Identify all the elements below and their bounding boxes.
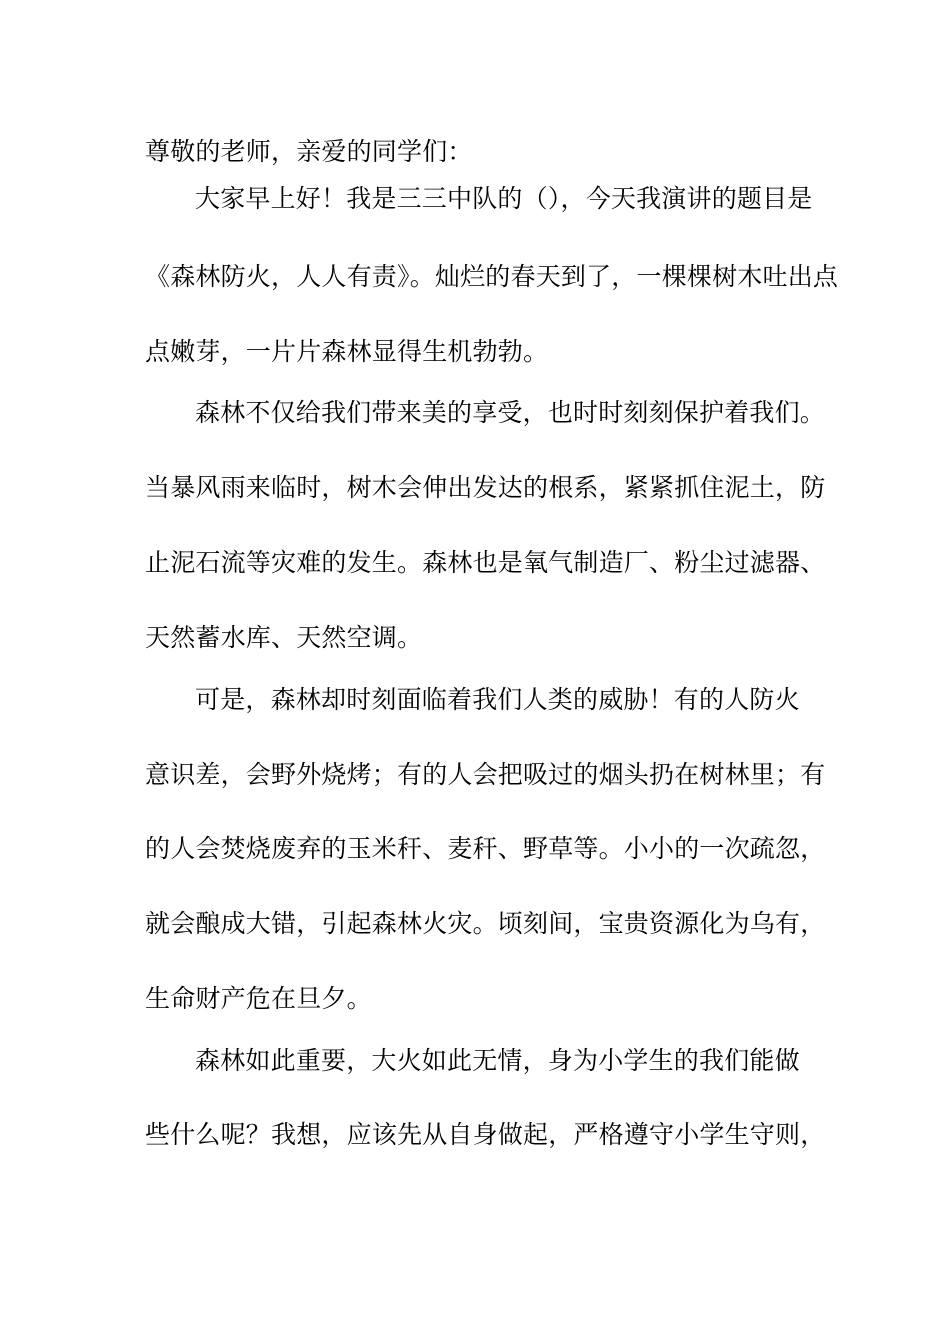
text-line-9: 意识差，会野外烧烤；有的人会把吸过的烟头扔在树林里；有 xyxy=(145,760,826,789)
text-line-5: 当暴风雨来临时，树木会伸出发达的根系，紧紧抓住泥土，防 xyxy=(145,473,826,502)
text-line-8: 可是，森林却时刻面临着我们人类的威胁！有的人防火 xyxy=(195,685,800,714)
text-line-13: 森林如此重要，大火如此无情，身为小学生的我们能做 xyxy=(195,1046,800,1075)
text-line-11: 就会酿成大错，引起森林火灾。顷刻间，宝贵资源化为乌有， xyxy=(145,909,826,938)
salutation-line: 尊敬的老师，亲爱的同学们： xyxy=(145,137,473,166)
text-line-10: 的人会焚烧废弃的玉米秆、麦秆、野草等。小小的一次疏忽， xyxy=(145,834,826,863)
text-line-14: 些什么呢？我想，应该先从自身做起，严格遵守小学生守则， xyxy=(145,1120,826,1149)
text-line-12: 生命财产危在旦夕。 xyxy=(145,984,372,1013)
text-line-2: 《森林防火，人人有责》。灿烂的春天到了，一棵棵树木吐出点 xyxy=(145,262,839,291)
text-line-7: 天然蓄水库、天然空调。 xyxy=(145,623,423,652)
text-line-1: 大家早上好！我是三三中队的（），今天我演讲的题目是 xyxy=(195,184,813,213)
text-line-3: 点嫩芽，一片片森林显得生机勃勃。 xyxy=(145,337,549,366)
text-line-6: 止泥石流等灾难的发生。森林也是氧气制造厂、粉尘过滤器、 xyxy=(145,548,826,577)
text-line-4: 森林不仅给我们带来美的享受，也时时刻刻保护着我们。 xyxy=(195,398,826,427)
